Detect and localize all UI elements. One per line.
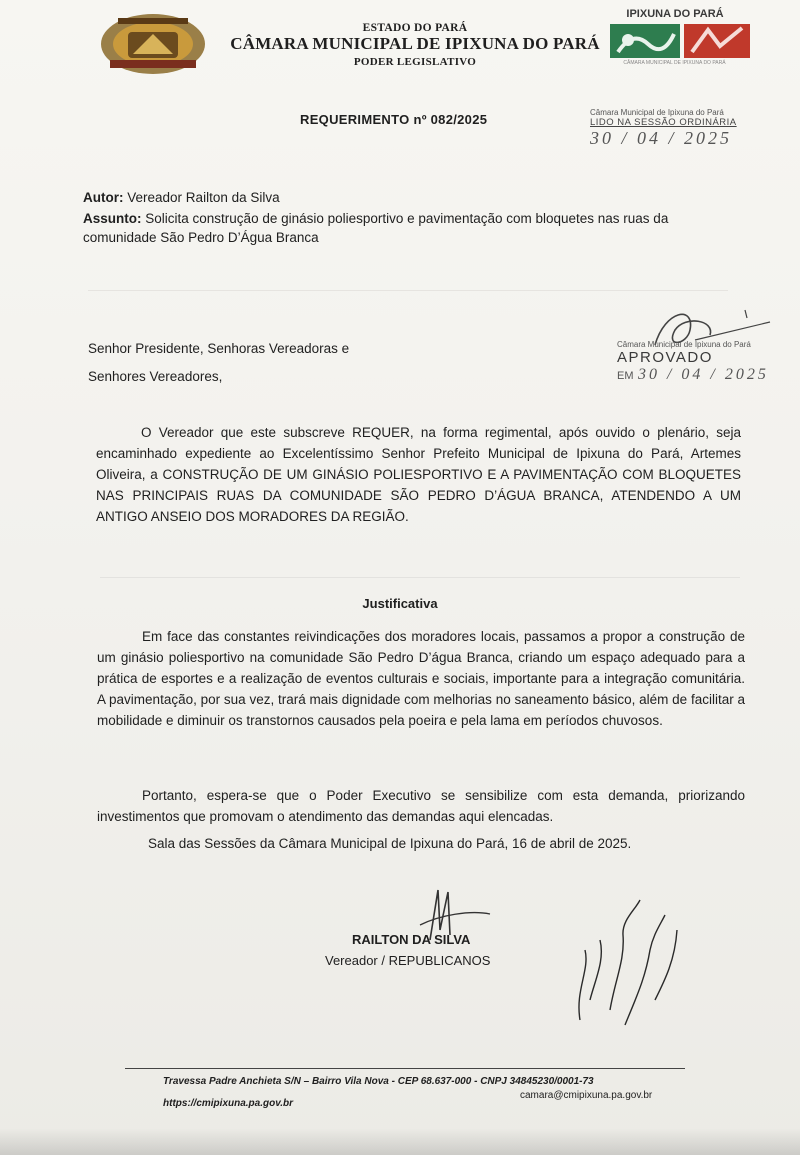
subject-line — [83, 209, 743, 247]
divider — [100, 577, 740, 578]
approval-stamp-chamber: Câmara Municipal de Ipixuna do Pará — [617, 340, 751, 349]
municipal-crest-icon — [98, 8, 208, 78]
request-body: O Vereador que este subscreve REQUER, na forma regimental, após ouvido o plenário, seja encaminhado expediente ao Excelentíssimo Senhor Prefeito Municipal de Ipixuna do Pará, Artemes Oliveira, a CONSTRUÇÃO DE UM GINÁSIO POLIESPORTIVO E A PAVIMENTAÇÃO COM BLOQUETES NAS PRINCIPAIS RUAS DA COMUNIDADE SÃO PEDRO D’ÁGUA BRANCA, ATENDENDO A UM ANTIGO ANSEIO DOS MORADORES DA REGIÃO. — [96, 425, 741, 524]
approval-stamp-prefix: EM — [617, 370, 634, 382]
author-line — [83, 190, 280, 205]
signatory-name: RAILTON DA SILVA — [352, 932, 471, 947]
approval-stamp-date: 30 / 04 / 2025 — [637, 366, 769, 383]
justification-title: Justificativa — [362, 596, 438, 611]
greeting-line-1: Senhor Presidente, Senhoras Vereadoras e — [88, 341, 350, 356]
footer-address: Travessa Padre Anchieta S/N – Bairro Vila Nova - CEP 68.637-000 - CNPJ 34845230/0001-73 — [163, 1076, 594, 1087]
header-state: ESTADO DO PARÁ — [362, 22, 468, 34]
page-edge-shadow — [0, 1128, 800, 1155]
received-handwriting-icon — [565, 880, 695, 1040]
logo-caption: CÂMARA MUNICIPAL DE IPIXUNA DO PARÁ — [623, 60, 726, 66]
read-stamp-date: 30 / 04 / 2025 — [590, 128, 733, 148]
read-stamp-label: LIDO NA SESSÃO ORDINÁRIA — [590, 117, 737, 128]
read-stamp-chamber: Câmara Municipal de Ipixuna do Pará — [590, 108, 724, 117]
author-value: Vereador Railton da Silva — [127, 190, 280, 205]
approval-stamp-date-row — [617, 366, 777, 384]
logo-title: IPIXUNA DO PARÁ — [626, 8, 724, 20]
footer-rule — [125, 1068, 685, 1069]
approval-stamp — [617, 340, 777, 384]
place-date: Sala das Sessões da Câmara Municipal de Ipixuna do Pará, 16 de abril de 2025. — [148, 836, 632, 851]
header-chamber: CÂMARA MUNICIPAL DE IPIXUNA DO PARÁ — [230, 34, 600, 53]
justification-paragraph-2: Portanto, espera-se que o Poder Executivo se sensibilize com esta demanda, priorizando investimentos que promovam o atendimento das demandas aqui elencadas. — [97, 788, 745, 824]
header-branch: PODER LEGISLATIVO — [353, 56, 477, 68]
subject-value: Solicita construção de ginásio poliesportivo e pavimentação com bloquetes nas ruas da comunidade São Pedro D’Água Branca — [83, 211, 669, 245]
author-label: Autor: — [83, 190, 124, 205]
divider — [88, 290, 728, 291]
footer-email[interactable]: camara@cmipixuna.pa.gov.br — [520, 1090, 653, 1101]
request-title: REQUERIMENTO nº 082/2025 — [300, 112, 488, 127]
justification-paragraph-1: Em face das constantes reivindicações dos moradores locais, passamos a propor a construção de um ginásio poliesportivo na comunidade São Pedro D’água Branca, criando um espaço adequado para a prática de esportes e a realização de eventos culturais e sociais, importante para a integração comunitária. A pavimentação, por sua vez, trará mais dignidade com melhorias no saneamento básico, além de facilitar a mobilidade e diminuir os transtornos causados pela poeira e pela lama em períodos chuvosos. — [97, 629, 745, 728]
subject-label: Assunto: — [83, 211, 142, 226]
approval-stamp-status: APROVADO — [617, 349, 713, 366]
read-stamp — [590, 108, 740, 149]
footer-website[interactable]: https://cmipixuna.pa.gov.br — [163, 1098, 294, 1109]
greeting-line-2: Senhores Vereadores, — [88, 369, 223, 384]
signatory-role: Vereador / REPUBLICANOS — [325, 953, 491, 968]
